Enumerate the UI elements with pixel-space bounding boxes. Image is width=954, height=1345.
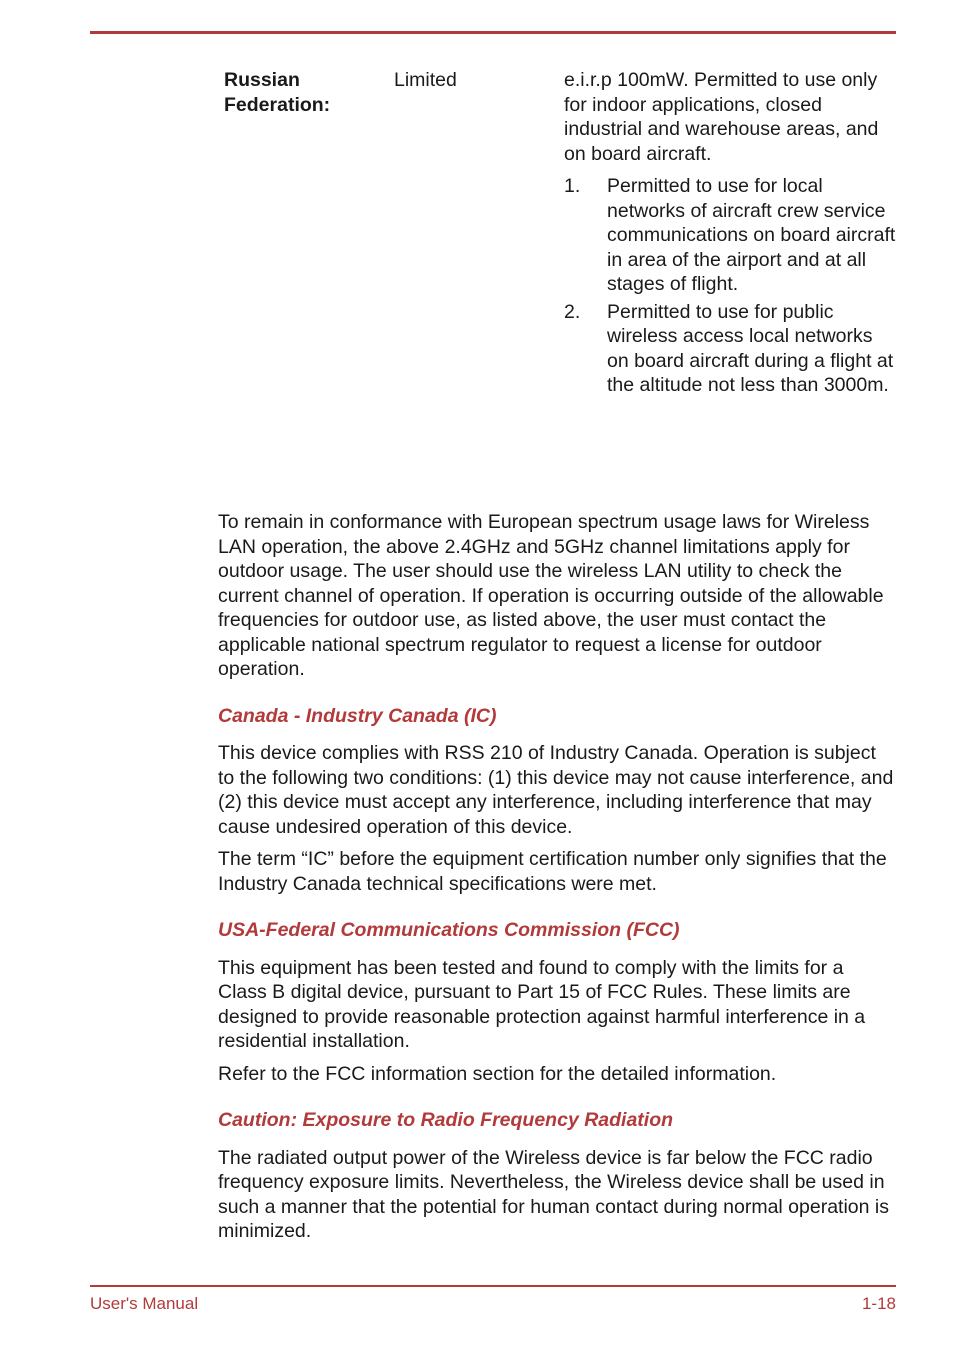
country-name: Russian Federation: [224, 69, 331, 116]
intro-paragraph: To remain in conformance with European spectrum usage laws for Wireless LAN operation, the above 2.4GHz and 5GHz channel limitations apply for outdoor usage. The user should use the wireless LAN utility to check the current channel of operation. If operation is occurring outside of the allowable frequencies for outdoor use, as listed above, the user must contact the applicable national spectrum regulator to request a license for outdoor operation. [218, 511, 884, 680]
section-heading-canada: Canada - Industry Canada (IC) [218, 704, 497, 727]
header-rule [90, 31, 896, 34]
country-note-text: e.i.r.p 100mW. Permitted to use only for indoor applications, closed industrial and warehouse areas, and on board aircraft. [564, 69, 879, 165]
country-status: Limited [394, 69, 457, 91]
section-heading-fcc: USA-Federal Communications Commission (FCC) [218, 919, 680, 941]
main-content [218, 510, 896, 1252]
section-heading-caution: Caution: Exposure to Radio Frequency Radiation [218, 1109, 674, 1131]
list-item [564, 174, 896, 297]
paragraph: This device complies with RSS 210 of Industry Canada. Operation is subject to the following two conditions: (1) this device may not cause interference, and (2) this device must accept any interference, including interference that may cause undesired operation of this device. [218, 742, 894, 838]
footer-rule [90, 1285, 896, 1287]
list-item [564, 300, 896, 398]
country-notes [564, 68, 896, 401]
footer-title: User's Manual [90, 1294, 199, 1313]
paragraph: Refer to the FCC information section for the detailed information. [218, 1062, 777, 1085]
list-item-number: 2. [564, 300, 581, 323]
list-item-text: Permitted to use for public wireless access local networks on board aircraft during a flight at the altitude not less than 3000m. [607, 300, 894, 396]
paragraph: This equipment has been tested and found to comply with the limits for a Class B digital device, pursuant to Part 15 of FCC Rules. These limits are designed to provide reasonable protection against harmful interference in a residential installation. [218, 956, 866, 1052]
notes-list [564, 174, 896, 398]
page-number: 1-18 [861, 1294, 896, 1313]
list-item-text: Permitted to use for local networks of aircraft crew service communications on board aircraft in area of the airport and at all stages of flight. [607, 175, 896, 295]
paragraph: The term “IC” before the equipment certification number only signifies that the Industry Canada technical specifications were met. [218, 848, 887, 895]
list-item-number: 1. [564, 175, 581, 197]
paragraph: The radiated output power of the Wireless device is far below the FCC radio frequency exposure limits. Nevertheless, the Wireless device shall be used in such a manner that the potential for human contact during normal operation is minimized. [218, 1146, 889, 1242]
